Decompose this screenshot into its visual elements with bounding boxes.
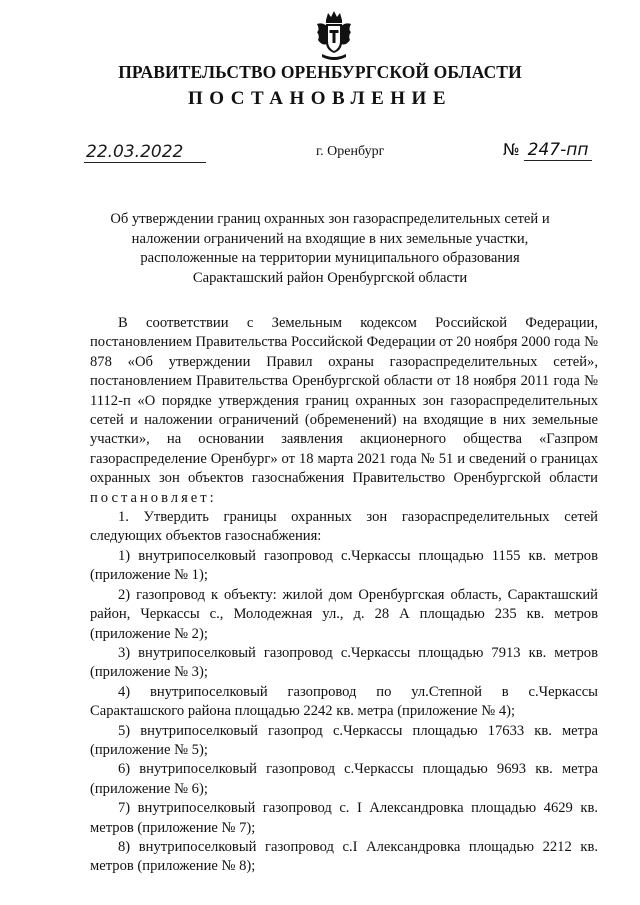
list-item: 8) внутрипоселковый газопровод с.I Александровка площадью 2212 кв. метров (приложение № 8); [90, 838, 598, 875]
subject-line: расположенные на территории муниципального образования [140, 250, 520, 267]
list-item: 7) внутрипоселковый газопровод с. I Александровка площадью 4629 кв. метров (приложение № 7); [90, 800, 598, 836]
document-number [503, 140, 592, 161]
document-date: 22.03.2022 [84, 142, 206, 163]
government-title: ПРАВИТЕЛЬСТВО ОРЕНБУРГСКОЙ ОБЛАСТИ [118, 62, 522, 82]
orenburg-coat-of-arms-icon [314, 10, 354, 62]
preamble-paragraph [90, 314, 598, 508]
subject-line: Саракташский район Оренбургской области [192, 269, 468, 286]
list-item: 4) внутрипоселковый газопровод по ул.Степной в с.Черкассы Саракташского района площадью 2242 кв. метра (приложение № 4); [90, 683, 598, 720]
number-value: 247-пп [524, 140, 593, 161]
subject-line: наложении ограничений на входящие в них земельные участки, [131, 230, 529, 247]
resolves-word: постановляет: [90, 489, 217, 506]
document-city: г. Оренбург [316, 144, 385, 159]
list-item: 1) внутрипоселковый газопровод с.Черкассы площадью 1155 кв. метров (приложение № 1); [90, 547, 598, 584]
list-item: 5) внутрипоселковый газопрод с.Черкассы площадью 17633 кв. метра (приложение № 5); [90, 722, 598, 758]
document-subject [80, 210, 580, 288]
list-item: 3) внутрипоселковый газопровод с.Черкассы площадью 7913 кв. метров (приложение № 3); [90, 644, 598, 681]
preamble-text: В соответствии с Земельным кодексом Российской Федерации, постановлением Правительства Российской Федерации от 20 ноября 2000 года № 878 «Об утверждении Правил охраны газораспределительных сетей», постановлением Правительства Оренбургской области от 18 ноября 2011 года № 1112-п «О порядке утверждения границ охранных зон газораспределительных сетей и наложении ограничений (обременений) на входящие в них земельные участки», на основании заявления акционерного общества «Газпром газораспределение Оренбург» от 18 марта 2021 года № 51 и сведений о границах охранных зон объектов газоснабжения Правительство Оренбургской области [90, 315, 598, 487]
document-body [90, 314, 598, 877]
document-type: ПОСТАНОВЛЕНИЕ [187, 88, 453, 109]
list-item: 6) внутрипоселковый газопровод с.Черкассы площадью 9693 кв. метра (приложение № 6); [90, 761, 598, 797]
subject-line: Об утверждении границ охранных зон газораспределительных сетей и [110, 211, 550, 227]
point-1: 1. Утвердить границы охранных зон газораспределительных сетей следующих объектов газоснабжения: [90, 509, 598, 545]
number-sign: № [503, 140, 520, 159]
list-item: 2) газопровод к объекту: жилой дом Оренбургская область, Саракташский район, Черкассы с., Молодежная ул., д. 28 А площадью 235 кв. метров (приложение № 2); [90, 586, 598, 642]
